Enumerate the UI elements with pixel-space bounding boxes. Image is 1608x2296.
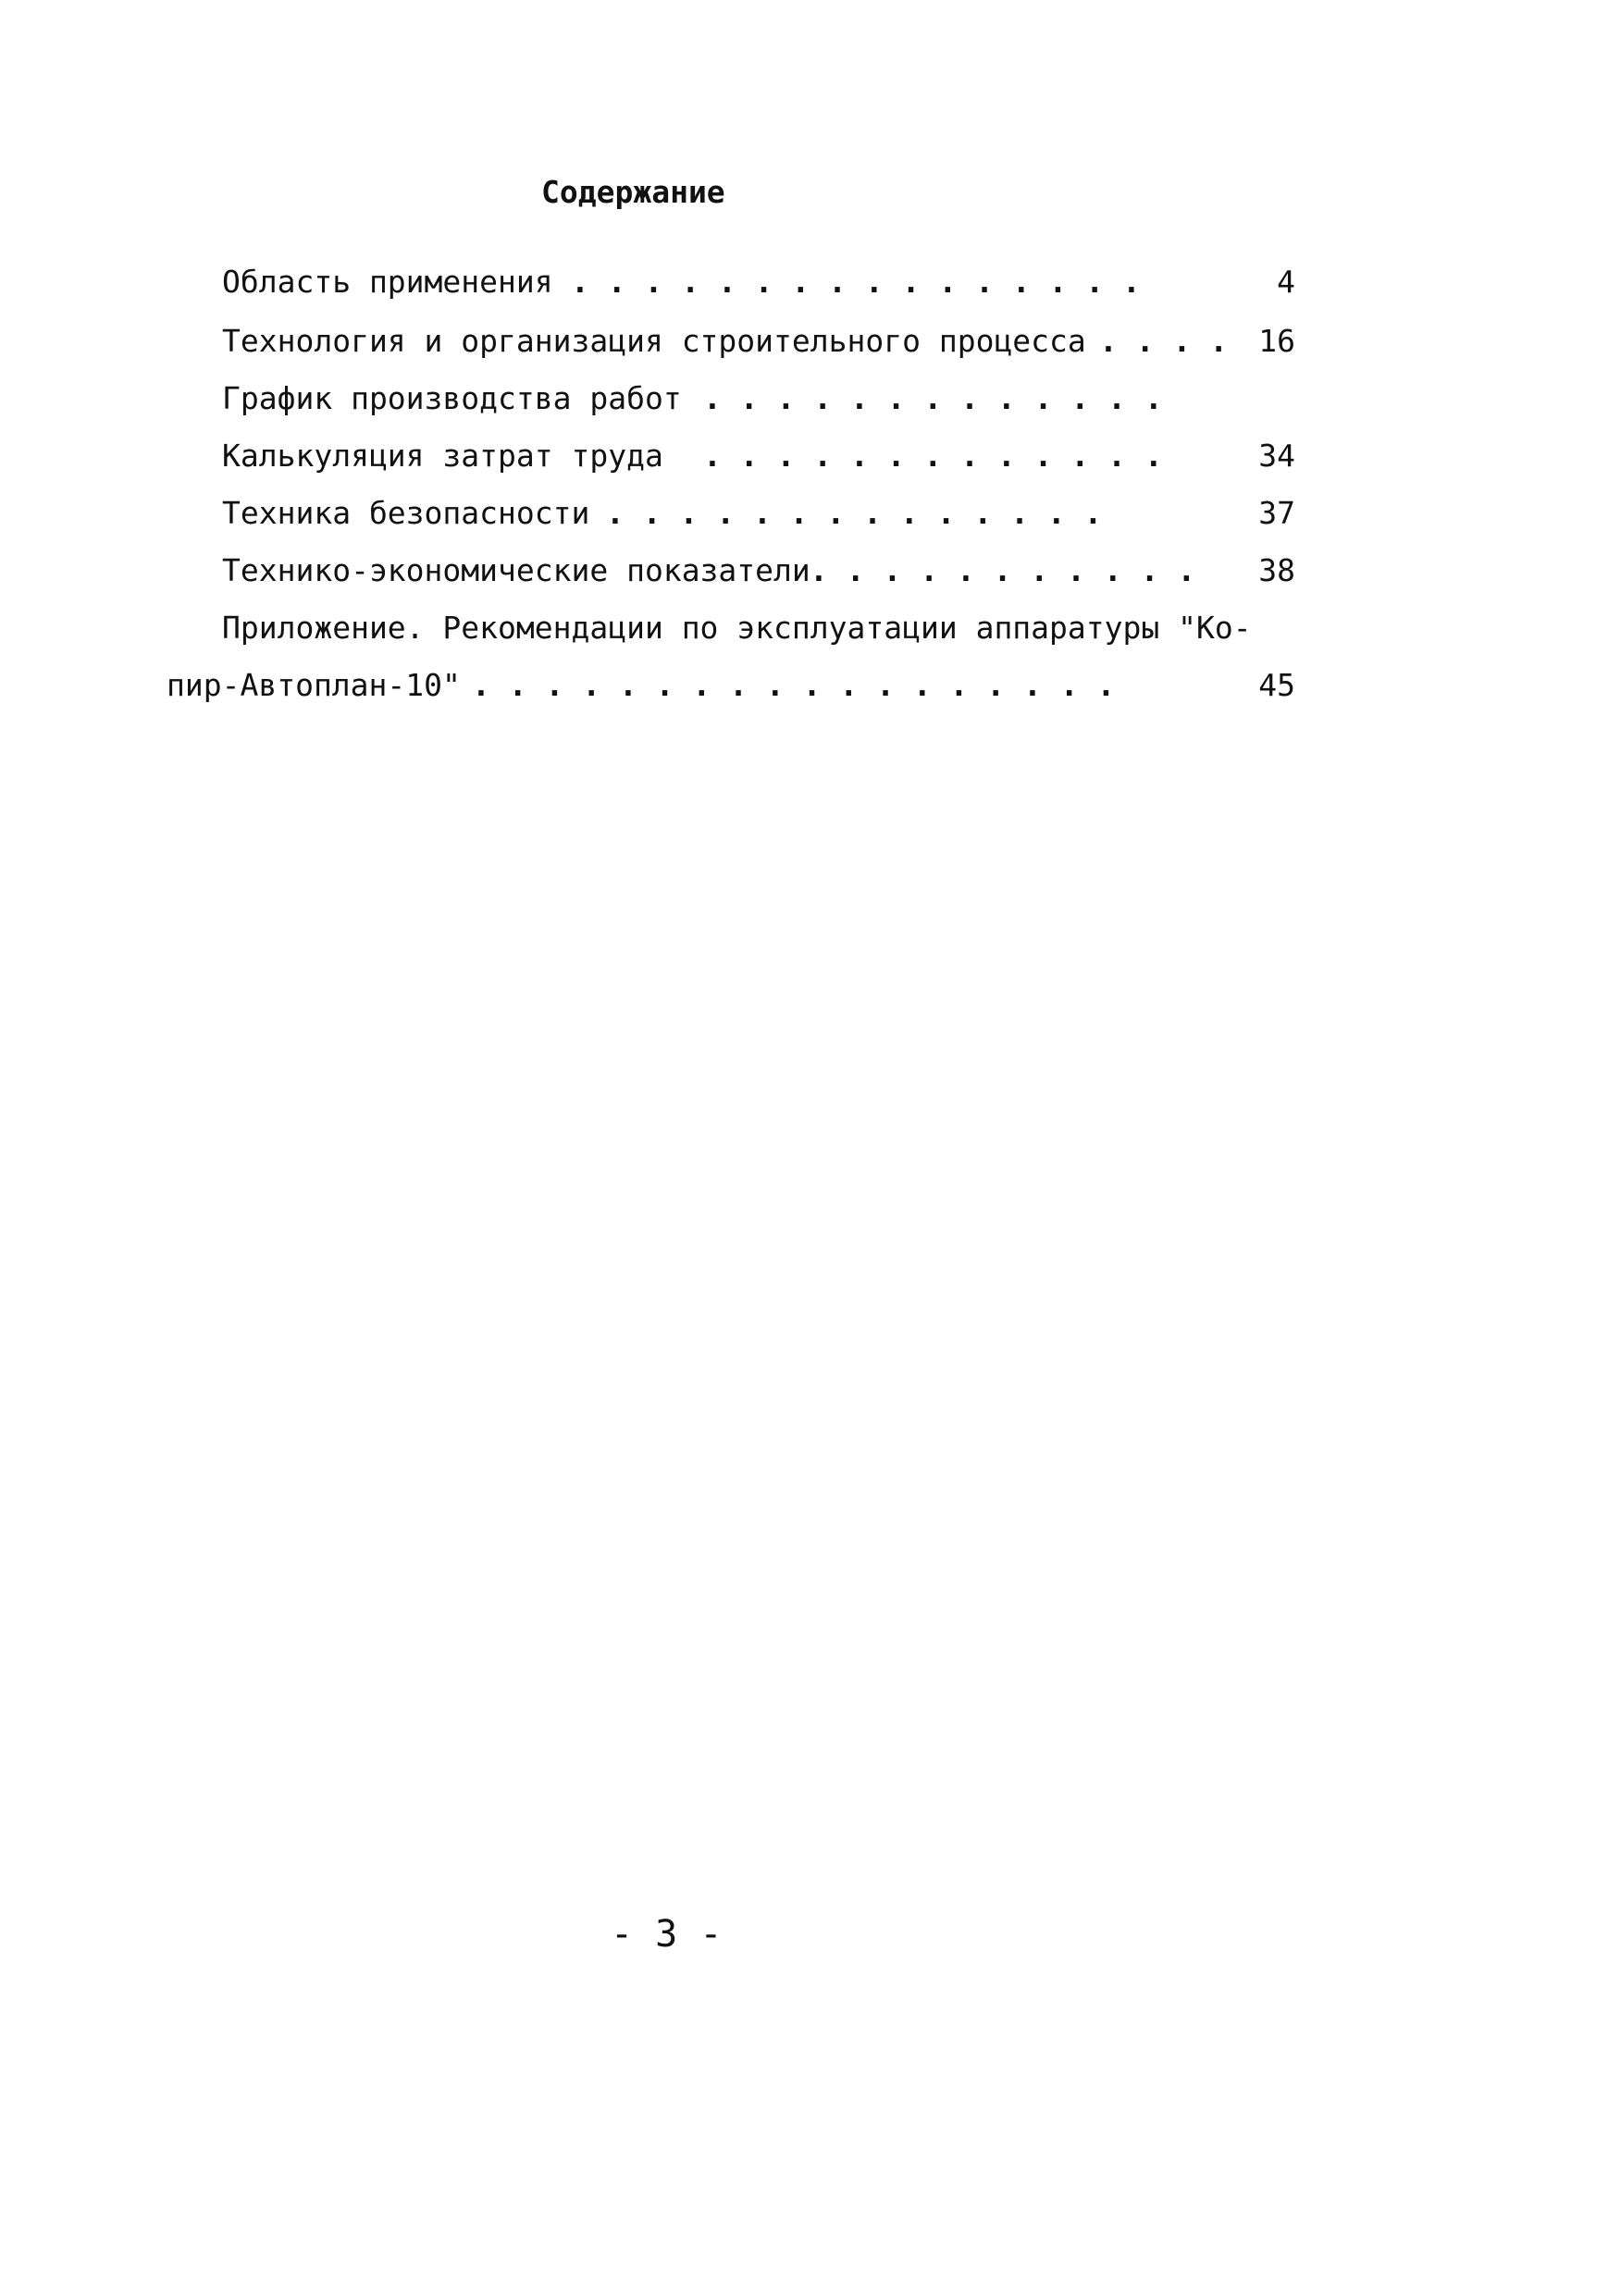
toc-entry-dots: . . . . bbox=[1099, 323, 1229, 359]
page-number: - 3 - bbox=[611, 1913, 723, 1956]
toc-entry-dots: . . . . . . . . . . . . . . bbox=[606, 495, 1103, 531]
toc-title: Содержание bbox=[541, 174, 725, 210]
toc-entry-text: Техника безопасности bbox=[222, 495, 590, 531]
toc-entry-page: 37 bbox=[1258, 495, 1295, 531]
toc-entry-text: Технико-экономические показатели bbox=[222, 552, 810, 588]
toc-entry-text: пир-Автоплан-10" bbox=[167, 667, 461, 703]
toc-entry-dots: . . . . . . . . . . . bbox=[810, 552, 1196, 588]
toc-entry-page: 45 bbox=[1258, 667, 1295, 703]
toc-entry-page: 4 bbox=[1277, 264, 1295, 300]
toc-entry-dots: . . . . . . . . . . . . . . . . bbox=[571, 264, 1141, 300]
toc-entry-page: 34 bbox=[1258, 438, 1295, 474]
toc-entry-text: График производства работ bbox=[222, 380, 682, 416]
toc-entry-page: 16 bbox=[1258, 323, 1295, 359]
toc-entry-text: Технология и организация строительного процесса bbox=[222, 323, 1086, 359]
toc-entry-dots: . . . . . . . . . . . . . . . . . . bbox=[472, 667, 1116, 703]
toc-entry-page: 38 bbox=[1258, 552, 1295, 588]
toc-entry-dots: . . . . . . . . . . . . . bbox=[703, 380, 1163, 416]
toc-entry-text: Область применения bbox=[222, 264, 553, 300]
toc-entry-text: Калькуляция затрат труда bbox=[222, 438, 663, 474]
toc-entry-dots: . . . . . . . . . . . . . bbox=[703, 438, 1163, 474]
toc-entry-text: Приложение. Рекомендации по эксплуатации аппаратуры "Ко- bbox=[222, 610, 1252, 646]
